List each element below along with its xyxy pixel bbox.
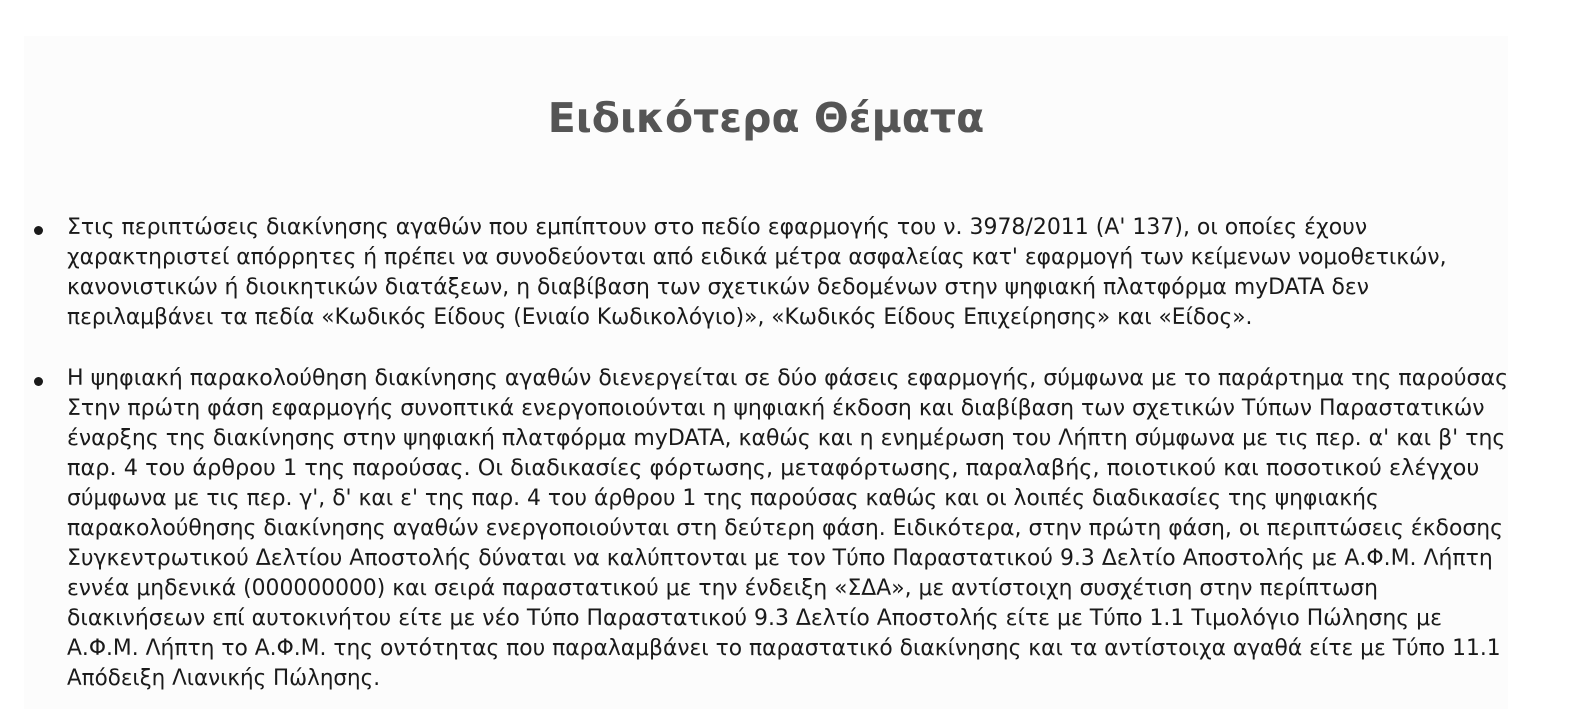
bullet-icon [34, 226, 43, 235]
paragraph-line: περιλαμβάνει τα πεδία «Κωδικός Είδους (Ενιαίο Κωδικολόγιο)», «Κωδικός Είδους Επιχείρησης» και «Είδος». [67, 305, 1253, 330]
paragraph-line: Η ψηφιακή παρακολούθηση διακίνησης αγαθών διενεργείται σε δύο φάσεις εφαρμογής, σύμφωνα με το παράρτημα της παρούσας [67, 366, 1509, 391]
paragraph-line: εννέα μηδενικά (000000000) και σειρά παραστατικού με την ένδειξη «ΣΔΑ», με αντίστοιχη συσχέτιση στην περίπτωση [67, 576, 1378, 601]
paragraph-line: Συγκεντρωτικού Δελτίου Αποστολής δύναται να καλύπτονται με τον Τύπο Παραστατικού 9.3 Δελτίο Αποστολής με Α.Φ.Μ. Λήπτη [67, 546, 1493, 571]
paragraph-line: χαρακτηριστεί απόρρητες ή πρέπει να συνοδεύονται από ειδικά μέτρα ασφαλείας κατ' εφαρμογή των κείμενων νομοθετικών, [67, 245, 1447, 270]
paragraph-line: έναρξης της διακίνησης στην ψηφιακή πλατφόρμα myDATA, καθώς και η ενημέρωση του Λήπτη σύμφωνα με τις περ. α' και β' της [67, 426, 1506, 451]
bullet-icon [34, 377, 43, 386]
page-title: Ειδικότερα Θέματα [547, 94, 985, 142]
paragraph-line: Στην πρώτη φάση εφαρμογής συνοπτικά ενεργοποιούνται η ψηφιακή έκδοση και διαβίβαση των σχετικών Τύπων Παραστατικών [67, 396, 1485, 421]
paragraph-line: παρακολούθησης διακίνησης αγαθών ενεργοποιούνται στη δεύτερη φάση. Ειδικότερα, στην πρώτη φάση, οι περιπτώσεις έκδοσης [67, 516, 1504, 541]
paragraph-line: σύμφωνα με τις περ. γ', δ' και ε' της παρ. 4 του άρθρου 1 της παρούσας καθώς και οι λοιπές διαδικασίες της ψηφιακής [67, 486, 1379, 511]
paragraph-line: Α.Φ.Μ. Λήπτη το Α.Φ.Μ. της οντότητας που παραλαμβάνει το παραστατικό διακίνησης και τα αντίστοιχα αγαθά είτε με Τύπο 11.1 [67, 636, 1501, 661]
paragraph-line: Στις περιπτώσεις διακίνησης αγαθών που εμπίπτουν στο πεδίο εφαρμογής του ν. 3978/2011 (Α' 137), οι οποίες έχουν [67, 215, 1368, 240]
paragraph-line: διακινήσεων επί αυτοκινήτου είτε με νέο Τύπο Παραστατικού 9.3 Δελτίο Αποστολής είτε με Τύπο 1.1 Τιμολόγιο Πώλησης με [67, 606, 1442, 631]
paragraph-line: κανονιστικών ή διοικητικών διατάξεων, η διαβίβαση των σχετικών δεδομένων στην ψηφιακή πλατφόρμα myDATA δεν [67, 275, 1369, 300]
paragraph-line: Απόδειξη Λιανικής Πώλησης. [67, 666, 381, 691]
paragraph-line: παρ. 4 του άρθρου 1 της παρούσας. Οι διαδικασίες φόρτωσης, μεταφόρτωσης, παραλαβής, ποιοτικού και ποσοτικού ελέγχου [67, 456, 1480, 481]
